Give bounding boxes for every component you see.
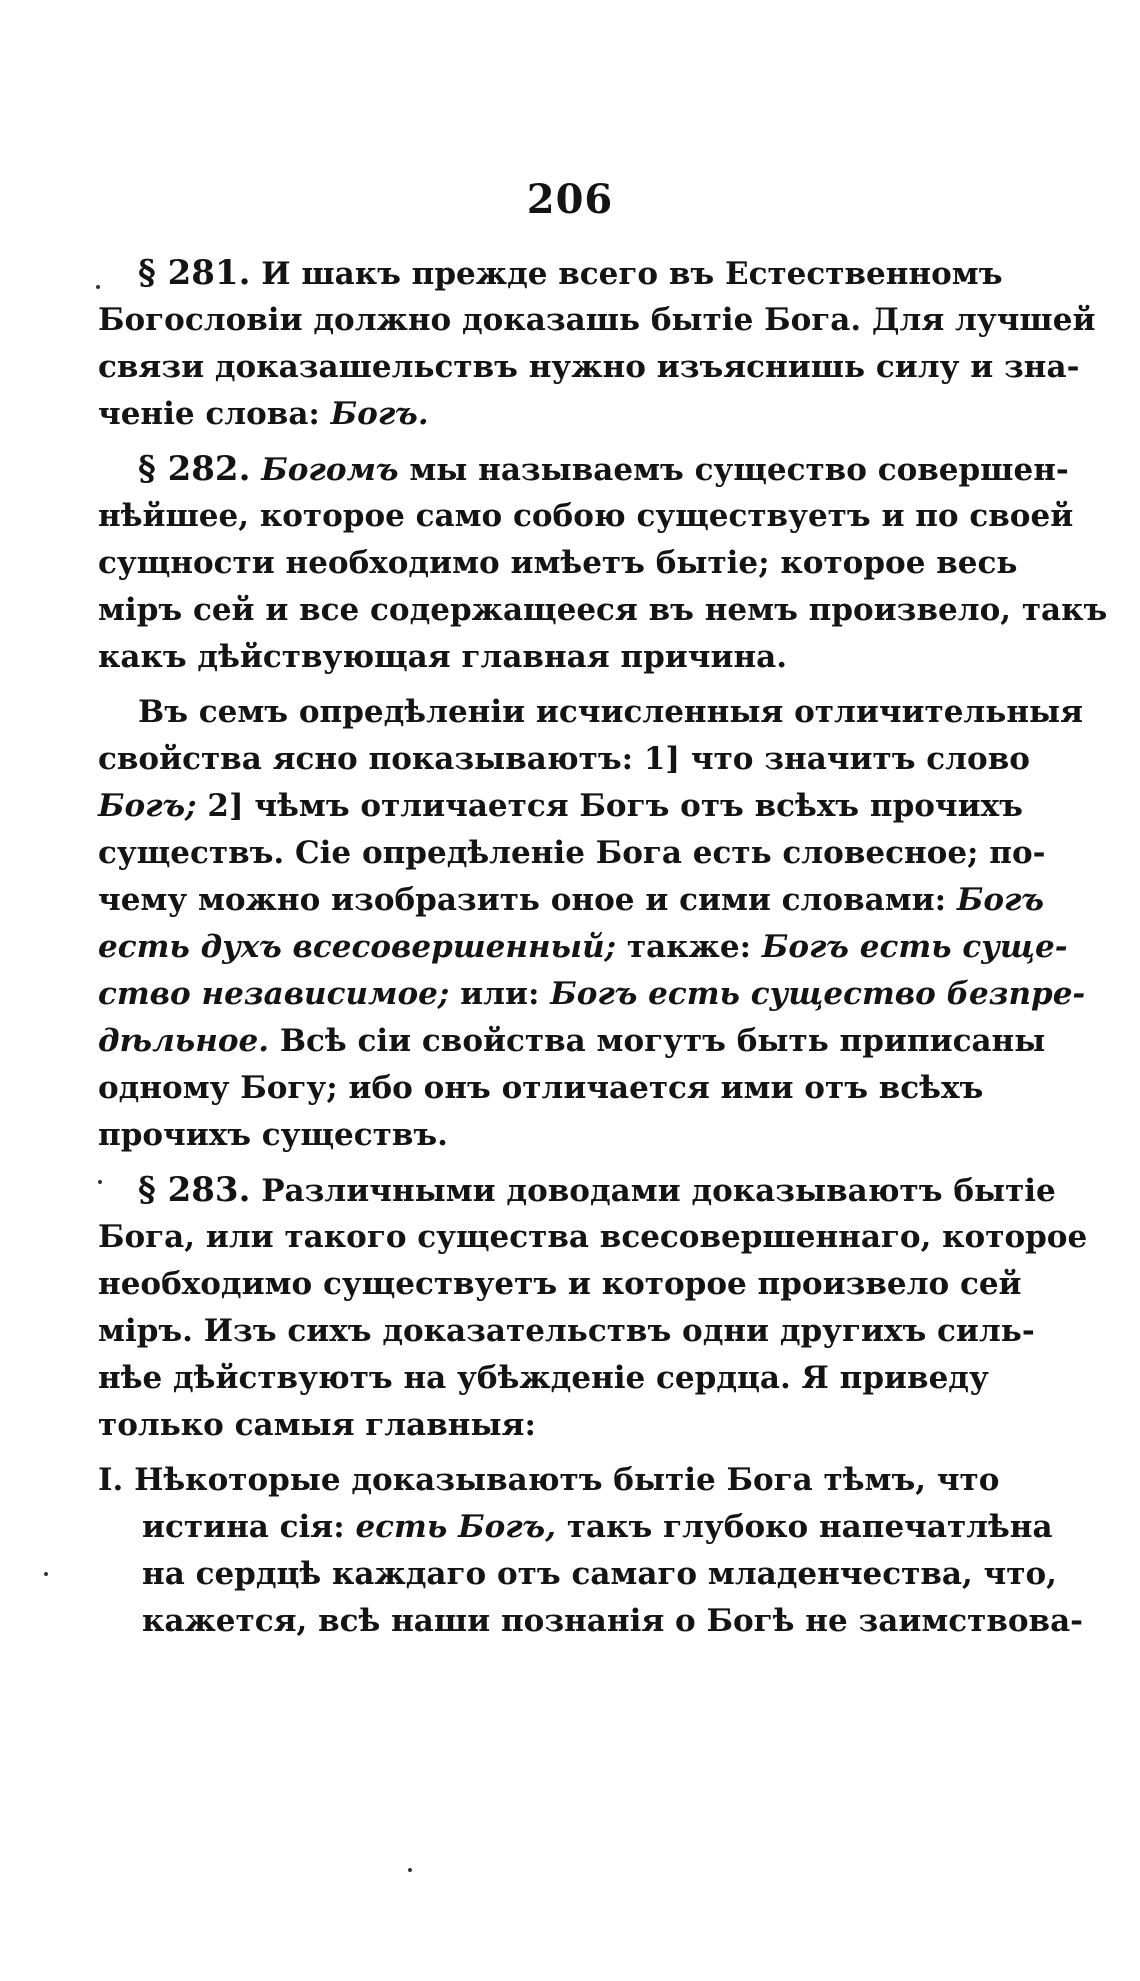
italic-term: Богъ	[956, 882, 1045, 918]
text-line: существъ. Сіе опредѣленіе Бога есть словесное; по-	[98, 835, 1046, 871]
italic-term: Богъ есть суще-	[761, 929, 1068, 965]
line-text: мы называемъ существо совершен-	[409, 452, 1069, 488]
text-line: только самыя главныя:	[98, 1407, 536, 1443]
paragraph-283	[98, 1167, 1088, 1449]
italic-term: Богъ есть существо безпре-	[550, 976, 1086, 1012]
text-line: свойства ясно показываютъ: 1] что значитъ слово	[98, 741, 1030, 777]
text-line: связи доказашельствъ нужно изъяснишь силу и зна-	[98, 349, 1080, 385]
section-mark: § 281.	[138, 253, 251, 293]
italic-term: Богъ.	[330, 396, 429, 432]
line-text: Различными доводами доказываютъ бытіе	[261, 1173, 1056, 1209]
text-line	[98, 1504, 1053, 1551]
text-line	[98, 1167, 1056, 1214]
scan-speck	[98, 1180, 102, 1184]
italic-term: есть Богъ,	[355, 1509, 557, 1545]
text-line: міръ. Изъ сихъ доказательствъ одни другихъ силь-	[98, 1313, 1035, 1349]
text-line: на сердцѣ каждаго отъ самаго младенчества, что,	[142, 1556, 1057, 1592]
italic-term: ство независимое;	[98, 976, 450, 1012]
text-line: одному Богу; ибо онъ отличается ими отъ всѣхъ	[98, 1070, 984, 1106]
text-line: прочихъ существъ.	[98, 1117, 448, 1153]
section-mark: § 283.	[138, 1170, 251, 1210]
italic-term: дѣльное.	[98, 1023, 270, 1059]
section-mark: § 282.	[138, 449, 251, 489]
text-line	[98, 877, 1045, 924]
page-text	[98, 250, 1108, 1645]
line-text: или:	[460, 976, 540, 1012]
text-line	[98, 783, 1023, 830]
text-line	[98, 250, 1003, 297]
text-line	[98, 1457, 1000, 1504]
line-text: Нѣкоторые доказываютъ бытіе Бога тѣмъ, что	[134, 1462, 1000, 1498]
scan-speck	[96, 285, 100, 289]
text-line	[98, 971, 1086, 1018]
text-line	[98, 391, 910, 438]
text-line: нѣйшее, которое само собою существуетъ и по своей	[98, 498, 1074, 534]
line-text: такъ глубоко напечатлѣна	[566, 1509, 1053, 1545]
italic-term: Богъ;	[98, 788, 197, 824]
paragraph-282	[98, 446, 1108, 681]
text-line: сущности необходимо имѣетъ бытіе; которое весь	[98, 545, 1018, 581]
italic-term: Богомъ	[261, 452, 399, 488]
scan-speck	[44, 1572, 48, 1576]
text-line: Богословіи должно доказашь бытіе Бога. Для лучшей	[98, 302, 1096, 338]
item-number: I.	[98, 1462, 124, 1498]
list-item-1	[98, 1457, 1084, 1645]
text-line	[98, 446, 1069, 493]
text-line	[98, 1018, 1046, 1065]
scan-speck	[408, 1868, 412, 1872]
line-text: И шакъ прежде всего въ Естественномъ	[261, 256, 1003, 292]
text-line: Бога, или такого существа всесовершеннаго, которое	[98, 1219, 1088, 1255]
text-line: нѣе дѣйствуютъ на убѣжденіе сердца. Я приведу	[98, 1360, 989, 1396]
line-text: также:	[626, 929, 752, 965]
line-text: Всѣ сіи свойства могутъ быть приписаны	[279, 1023, 1046, 1059]
line-text: истина сія:	[142, 1509, 345, 1545]
text-line: кажется, всѣ наши познанія о Богѣ не заимствова-	[142, 1603, 1084, 1639]
paragraph-282-definition	[98, 689, 1086, 1159]
page-number: 206	[526, 176, 614, 223]
italic-term: есть духъ всесовершенный;	[98, 929, 617, 965]
text-line: Въ семъ опредѣленіи исчисленныя отличительныя	[138, 694, 1084, 730]
text-line: необходимо существуетъ и которое произвело сей	[98, 1266, 1022, 1302]
line-text: чему можно изобразить оное и сими словами:	[98, 882, 947, 918]
paragraph-281	[98, 250, 1096, 438]
line-text: 2] чѣмъ отличается Богъ отъ всѣхъ прочихъ	[207, 788, 1023, 824]
text-line	[98, 924, 1068, 971]
text-line: какъ дѣйствующая главная причина.	[98, 639, 788, 675]
text-line: міръ сей и все содержащееся въ немъ произвело, такъ	[98, 592, 1108, 628]
line-text: ченіе слова:	[98, 396, 320, 432]
